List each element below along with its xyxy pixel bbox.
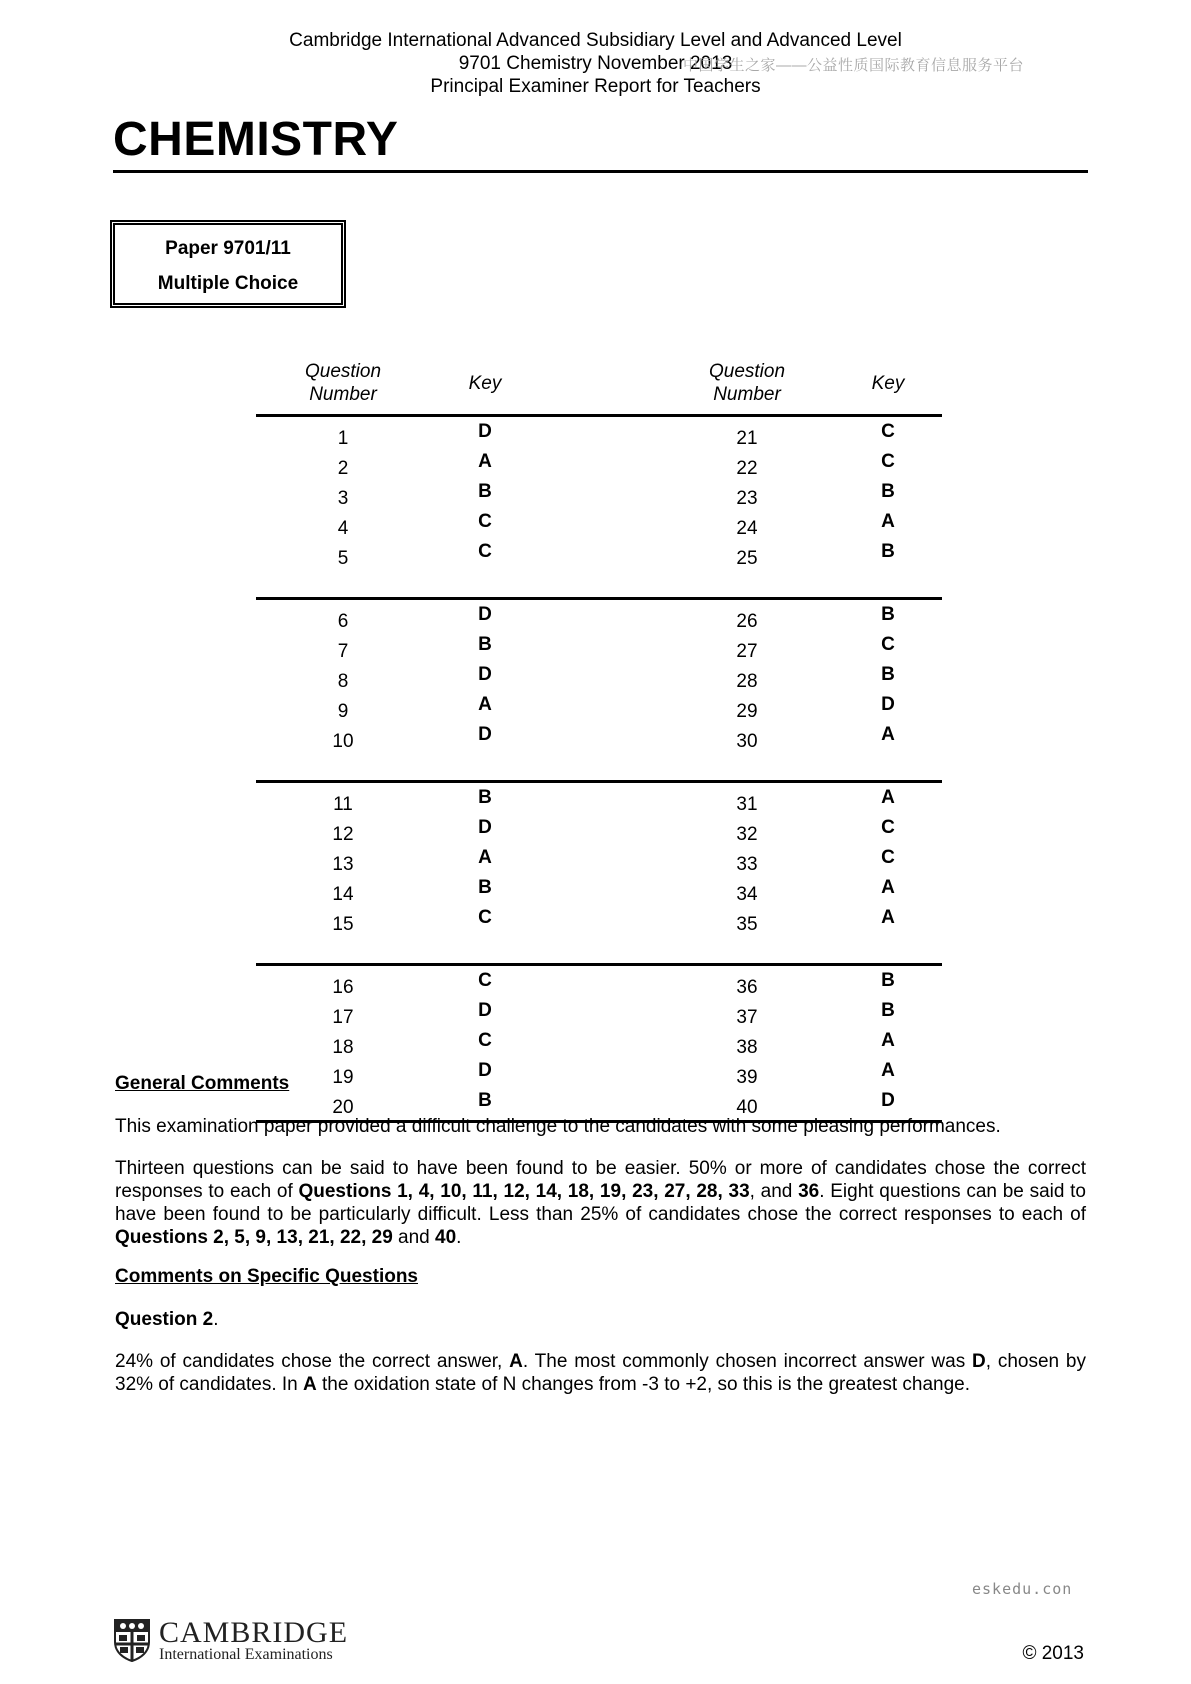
header-question-number-2: Question Number — [660, 352, 834, 416]
table-header-row — [256, 352, 942, 416]
spacer — [540, 664, 660, 694]
answer-key: C — [430, 965, 540, 1001]
answer-key: D — [834, 1090, 942, 1122]
answer-key: D — [478, 421, 492, 442]
answer-key: B — [881, 664, 895, 685]
paper-code: Paper 9701/11 — [165, 238, 291, 259]
question-number: 9 — [337, 701, 349, 722]
answer-key: A — [478, 451, 492, 472]
paper-type: Multiple Choice — [157, 273, 299, 294]
spacer — [540, 634, 660, 664]
spacer — [540, 965, 660, 1001]
question-number: 35 — [736, 914, 758, 935]
question-number: 5 — [337, 548, 349, 569]
question-number: 3 — [337, 488, 349, 509]
answer-key: A — [478, 694, 492, 715]
answer-key: D — [478, 724, 492, 745]
table-row — [256, 451, 942, 481]
table-row — [256, 782, 942, 818]
answer-key: A — [881, 724, 895, 745]
answer-key: A — [881, 907, 895, 928]
answer-key: B — [478, 481, 492, 502]
question-number: 24 — [736, 518, 758, 539]
question-number: 25 — [736, 548, 758, 569]
header-line-2: 9701 Chemistry November 2013 — [458, 53, 733, 74]
answer-key: A — [881, 877, 895, 898]
spacer — [540, 817, 660, 847]
spacer — [540, 416, 660, 452]
question-number: 38 — [736, 1037, 758, 1058]
question-number: 14 — [332, 884, 354, 905]
header-question-number-1: Question Number — [256, 352, 430, 416]
spacer — [540, 694, 660, 724]
spacer — [540, 907, 660, 937]
table-row — [256, 664, 942, 694]
question-number: 33 — [736, 854, 758, 875]
question-number: 7 — [337, 641, 349, 662]
answer-key-table — [256, 352, 942, 1123]
header-line-1: Cambridge International Advanced Subsidiary Level and Advanced Level — [289, 30, 902, 51]
answer-key: B — [834, 965, 942, 1001]
spacer — [540, 481, 660, 511]
table-row — [256, 634, 942, 664]
answer-key: B — [430, 782, 540, 818]
spacer — [540, 541, 660, 571]
specific-comments-heading: Comments on Specific Questions — [115, 1266, 418, 1287]
answer-key: C — [478, 511, 492, 532]
answer-key: D — [881, 694, 895, 715]
spacer — [540, 847, 660, 877]
spacer — [540, 599, 660, 635]
spacer — [540, 724, 660, 754]
table-row — [256, 847, 942, 877]
copyright: © 2013 — [1022, 1643, 1084, 1664]
question-number: 30 — [736, 731, 758, 752]
question-number: 21 — [736, 428, 758, 449]
question-number: 18 — [332, 1037, 354, 1058]
group-separator — [256, 571, 942, 599]
question-number: 28 — [736, 671, 758, 692]
logo-wordmark: CAMBRIDGE — [159, 1616, 349, 1649]
question-number: 4 — [337, 518, 349, 539]
table-row — [256, 694, 942, 724]
logo-subtitle: International Examinations — [159, 1646, 333, 1663]
question-number: 27 — [736, 641, 758, 662]
question-number: 12 — [332, 824, 354, 845]
table-row — [256, 541, 942, 571]
group-separator — [256, 937, 942, 965]
answer-key: C — [881, 847, 895, 868]
site-watermark: eskedu.con — [972, 1580, 1073, 1598]
table-row — [256, 907, 942, 937]
question-number: 10 — [332, 731, 354, 752]
table-row — [256, 965, 942, 1001]
answer-key-body — [256, 416, 942, 1122]
answer-key: C — [881, 421, 895, 442]
question-number: 32 — [736, 824, 758, 845]
general-comments-heading: General Comments — [115, 1073, 290, 1094]
table-row — [256, 1000, 942, 1030]
question-number: 13 — [332, 854, 354, 875]
group-separator — [256, 754, 942, 782]
table-row — [256, 724, 942, 754]
header-line-3: Principal Examiner Report for Teachers — [430, 76, 761, 97]
answer-key: C — [478, 907, 492, 928]
answer-key: B — [834, 599, 942, 635]
question-number: 16 — [256, 965, 430, 1001]
answer-key: C — [881, 817, 895, 838]
answer-key: A — [881, 1060, 895, 1081]
spacer — [540, 1000, 660, 1030]
answer-key: D — [430, 599, 540, 635]
title-rule — [113, 170, 1088, 173]
table-row — [256, 1030, 942, 1060]
answer-key: B — [478, 877, 492, 898]
question-number: 29 — [736, 701, 758, 722]
table-row — [256, 481, 942, 511]
answer-key: D — [478, 1000, 492, 1021]
question-number: 34 — [736, 884, 758, 905]
question-number: 36 — [660, 965, 834, 1001]
answer-key: A — [478, 847, 492, 868]
question-number: 37 — [736, 1007, 758, 1028]
question-number: 31 — [660, 782, 834, 818]
question-number: 1 — [337, 428, 349, 449]
table-row — [256, 817, 942, 847]
question-number: 17 — [332, 1007, 354, 1028]
header-key-1: Key — [430, 352, 540, 416]
answer-key: A — [881, 1030, 895, 1051]
answer-key: D — [478, 664, 492, 685]
answer-key: C — [881, 451, 895, 472]
answer-key: D — [478, 1060, 492, 1081]
question-2-heading: Question 2. — [115, 1309, 219, 1330]
cambridge-logo — [113, 1618, 353, 1664]
spacer — [540, 877, 660, 907]
question-number: 15 — [332, 914, 354, 935]
answer-key: D — [478, 817, 492, 838]
question-number: 26 — [660, 599, 834, 635]
answer-key: A — [881, 511, 895, 532]
general-comments-para-1: This examination paper provided a difficult challenge to the candidates with some pleasing performances. — [115, 1116, 1001, 1137]
table-row — [256, 416, 942, 452]
question-2-comment: 24% of candidates chose the correct answer, A. The most commonly chosen incorrect answer was D, chosen by 32% of candidates. In A the oxidation state of N changes from -3 to +2, so this is the greatest change. — [115, 1351, 1086, 1395]
answer-key: B — [478, 634, 492, 655]
spacer — [540, 782, 660, 818]
question-number: 23 — [736, 488, 758, 509]
header-key-2: Key — [834, 352, 942, 416]
table-row — [256, 511, 942, 541]
answer-key: C — [478, 1030, 492, 1051]
question-number: 11 — [256, 782, 430, 818]
question-number: 20 — [256, 1090, 430, 1122]
answer-key: C — [478, 541, 492, 562]
general-comments-para-2: Thirteen questions can be said to have been found to be easier. 50% or more of candidates chose the correct responses to each of Questions 1, 4, 10, 11, 12, 14, 18, 19, 23, 27, 28, 33, and 36. Eight questions can be said to have been found to be particularly difficult. Less than 25% of candidates chose the correct responses to each of Questions 2, 5, 9, 13, 21, 22, 29 and 40. — [115, 1158, 1087, 1248]
answer-key: C — [881, 634, 895, 655]
question-number: 40 — [660, 1090, 834, 1122]
question-number: 8 — [337, 671, 349, 692]
subject-title: CHEMISTRY — [113, 113, 399, 166]
answer-key: B — [881, 1000, 895, 1021]
watermark-text: 中国学生之家——公益性质国际教育信息服务平台 — [683, 57, 1025, 74]
cambridge-shield-icon — [113, 1618, 151, 1662]
spacer — [540, 451, 660, 481]
paper-box — [110, 220, 346, 308]
question-number: 22 — [736, 458, 758, 479]
question-number: 19 — [332, 1067, 354, 1088]
answer-key: B — [881, 481, 895, 502]
table-row — [256, 599, 942, 635]
question-number: 39 — [736, 1067, 758, 1088]
spacer — [540, 511, 660, 541]
question-number: 2 — [337, 458, 349, 479]
answer-key: B — [881, 541, 895, 562]
answer-key: B — [430, 1090, 540, 1122]
question-number: 6 — [256, 599, 430, 635]
answer-key: A — [834, 782, 942, 818]
spacer — [540, 1030, 660, 1060]
table-row — [256, 877, 942, 907]
